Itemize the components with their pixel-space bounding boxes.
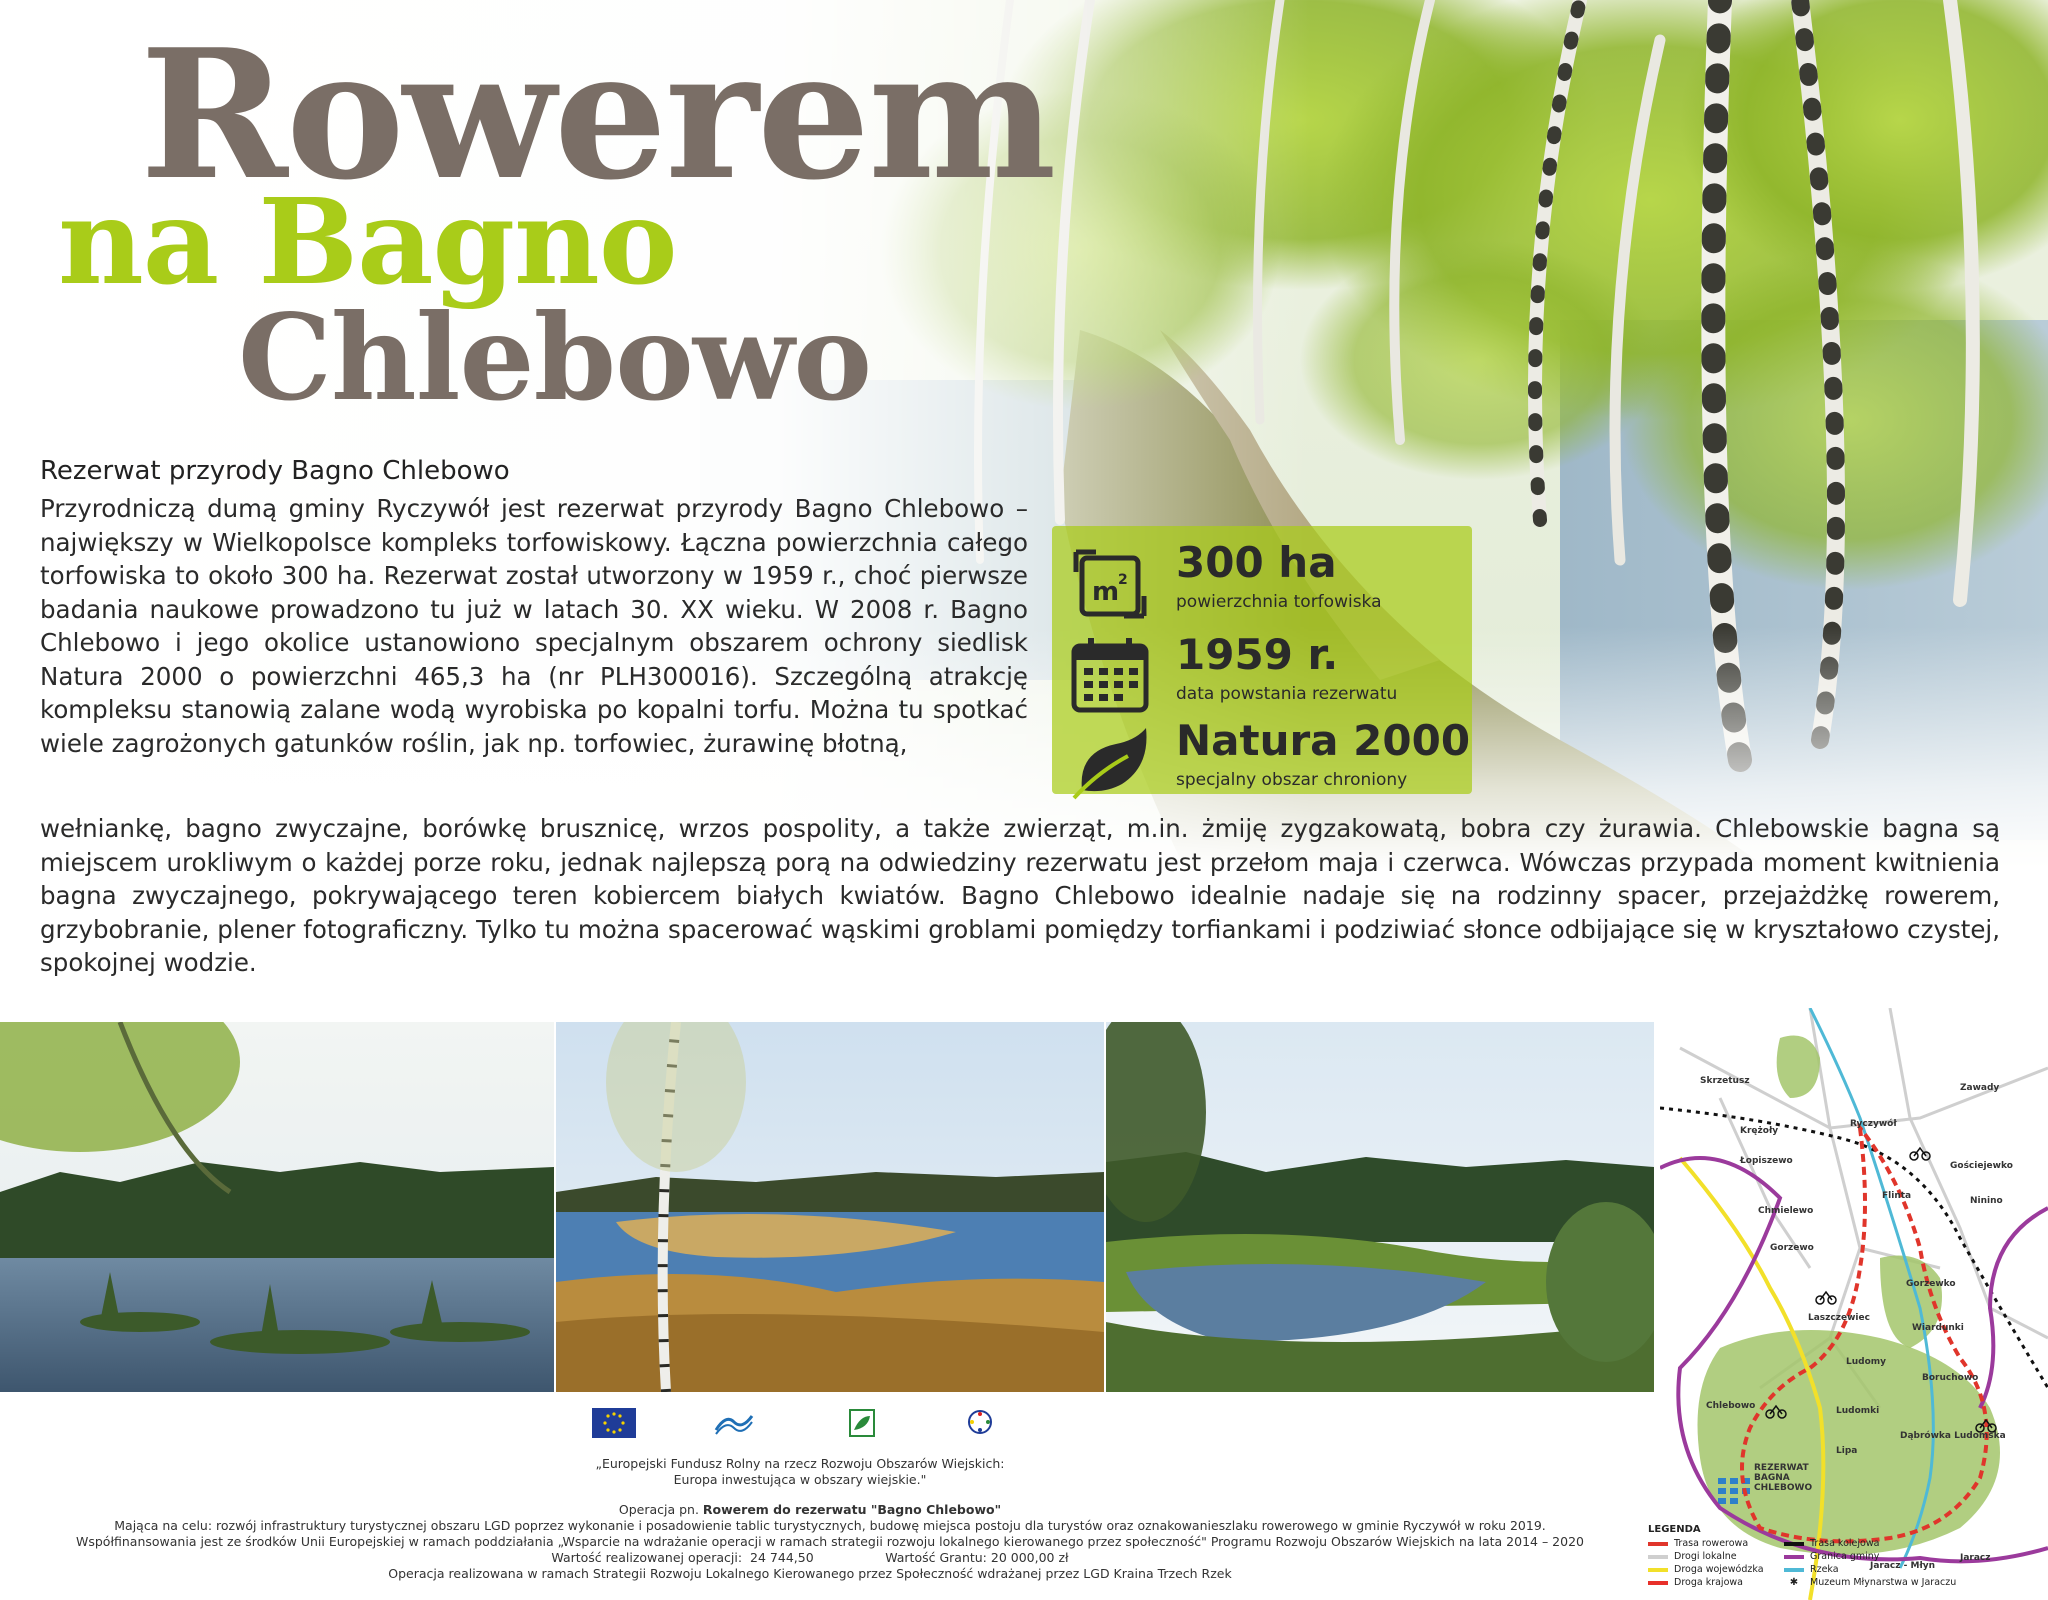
- operation-line: [400, 1502, 1220, 1517]
- legend-label: Trasa rowerowa: [1674, 1538, 1749, 1549]
- goal-line: Mająca na celu: rozwój infrastruktury turystycznej obszaru LGD poprzez wykonanie i posadowienie tablic turystycznych, budowę miejsca postoju dla turystów oraz oznakowanieszlaku rowerowego w gminie Ryczywół w roku 2019.: [114, 1518, 1546, 1533]
- legend-item-bike-route: [1648, 1538, 1748, 1549]
- article-heading: Rezerwat przyrody Bagno Chlebowo: [40, 456, 510, 486]
- map-label-gorzewko: Gorzewko: [1906, 1279, 1956, 1289]
- svg-text:m: m: [1092, 577, 1120, 607]
- fact-year-value: 1959 r.: [1176, 630, 1339, 679]
- fund-line-1: „Europejski Fundusz Rolny na rzecz Rozwoju Obszarów Wiejskich:: [595, 1456, 1005, 1471]
- grant-amount: 20 000,00 zł: [990, 1550, 1069, 1565]
- map-label-ryczywol: Ryczywół: [1850, 1119, 1897, 1129]
- operation-prefix: Operacja pn.: [618, 1502, 703, 1517]
- map-label-krezoly: Krężoły: [1740, 1126, 1779, 1136]
- eu-flag-logo: [592, 1408, 636, 1440]
- peat-pond-photo: [1106, 1022, 1654, 1392]
- map-label-ludomki: Ludomki: [1836, 1406, 1880, 1416]
- cofinancing-line: Współfinansowania jest ze środków Unii Europejskiej w ramach poddziałania „Wsparcie na wdrażanie operacji w ramach strategii rozwoju lokalnego kierowanego przez społeczność" Programu Rozwoju Obszarów Wiejskich na lata 2014 – 2020: [76, 1534, 1584, 1549]
- legend-item-voivodeship-road: [1648, 1564, 1764, 1575]
- legend-item-border: [1784, 1551, 1879, 1562]
- legend-label: Drogi lokalne: [1674, 1551, 1737, 1562]
- legend-label: Droga krajowa: [1674, 1577, 1743, 1588]
- lake-with-reeds-photo: [0, 1022, 554, 1392]
- map-label-chmielewo: Chmielewo: [1758, 1206, 1814, 1216]
- title-na-bagno: na Bagno: [58, 172, 677, 311]
- legend-item-national-road: [1648, 1577, 1743, 1588]
- fact-area: [1068, 538, 1468, 624]
- legend-label: Trasa kolejowa: [1810, 1538, 1880, 1549]
- map-label-boruchowo: Boruchowo: [1922, 1373, 1979, 1383]
- legend-label: Granica gminy: [1810, 1551, 1880, 1562]
- map-legend: [1646, 1524, 2026, 1596]
- legend-label: Muzeum Młynarstwa w Jaraczu: [1810, 1577, 1957, 1588]
- map-label-jaracz: Jaracz: [1960, 1553, 1991, 1563]
- map-river-label: Flinta: [1882, 1191, 1912, 1201]
- value-line: [400, 1550, 1220, 1565]
- map-label-laszczewiec: Laszczewiec: [1808, 1313, 1870, 1323]
- mill-icon: ✱: [1789, 1577, 1799, 1588]
- map-label-skrzetusz: Skrzetusz: [1700, 1076, 1750, 1086]
- legend-swatch: [1648, 1581, 1668, 1585]
- fact-area-value: 300 ha: [1176, 538, 1337, 587]
- map-label-jaracz-mlyn: Jaracz - Młyn: [1870, 1561, 1936, 1571]
- fact-year-label: data powstania rezerwatu: [1176, 684, 1398, 704]
- lgd-kraina-trzech-rzek-logo: [712, 1408, 756, 1440]
- legend-swatch: [1648, 1568, 1668, 1572]
- fund-line-2: Europa inwestująca w obszary wiejskie.": [673, 1472, 927, 1487]
- map-label-wiardunki: Wiardunki: [1912, 1323, 1964, 1333]
- fact-natura-value: Natura 2000: [1176, 716, 1471, 765]
- map-label-chlebowo: Chlebowo: [1706, 1401, 1756, 1411]
- legend-label: Droga wojewódzka: [1674, 1564, 1764, 1575]
- fact-natura: [1068, 716, 1471, 802]
- legend-swatch: [1648, 1542, 1668, 1546]
- map-label-lopiszewo: Łopiszewo: [1740, 1156, 1793, 1166]
- article-paragraph-2: wełniankę, bagno zwyczajne, borówkę brusznicę, wrzos pospolity, a także zwierząt, m.in. żmiję zygzakowatą, bobra czy żurawia. Chlebowskie bagna są miejscem urokliwym o każdej porze roku, jednak najlepszą porą na odwiedziny rezerwatu jest przełom maja i czerwca. Wówczas przypada moment kwitnienia bagna zwyczajnego, pokrywającego teren kobiercem białych kwiatów. Bagno Chlebowo idealnie nadaje się na rodzinny spacer, przejażdżkę rowerem, grzybobranie, plener fotograficzny. Tylko tu można spacerować wąskimi groblami pomiędzy torfiankami i podziwiać słonce odbijające się w kryształowo czystej, spokojnej wodzie.: [40, 814, 2000, 977]
- strategy-line: Operacja realizowana w ramach Strategii Rozwoju Lokalnego Kierowanego przez Społeczność wdrażanej przez LGD Kraina Trzech Rzek: [388, 1566, 1232, 1581]
- value-label: Wartość realizowanej operacji:: [551, 1550, 743, 1565]
- facts-box: [1052, 526, 1472, 794]
- area-m2-icon: [1068, 544, 1158, 624]
- grant-label: Wartość Grantu:: [885, 1550, 987, 1565]
- map-label-dabrowka-ludomska: Dąbrówka Ludomska: [1900, 1431, 2006, 1441]
- map-label-gosciejewko: Gościejewko: [1950, 1161, 2013, 1171]
- legend-swatch: [1784, 1568, 1804, 1572]
- legend-swatch: [1784, 1555, 1804, 1559]
- fact-natura-label: specjalny obszar chroniony: [1176, 770, 1408, 790]
- map-reserve-label-3: CHLEBOWO: [1754, 1483, 1813, 1493]
- title-chlebowo: Chlebowo: [238, 288, 872, 427]
- map-reserve-label-2: BAGNA: [1754, 1473, 1790, 1483]
- fact-area-label: powierzchnia torfowiska: [1176, 592, 1382, 612]
- map-label-gorzewo: Gorzewo: [1770, 1243, 1814, 1253]
- legend-item-museum: [1784, 1577, 1956, 1588]
- birch-and-marsh-photo: [556, 1022, 1104, 1392]
- map-label-ninino: Ninino: [1970, 1196, 2003, 1206]
- legend-item-local-roads: [1648, 1551, 1737, 1562]
- calendar-icon: [1068, 636, 1158, 716]
- legend-swatch: [1648, 1555, 1668, 1559]
- fact-year: [1068, 630, 1468, 716]
- prow-logo: [958, 1408, 1002, 1440]
- map-label-ludomy: Ludomy: [1846, 1357, 1887, 1367]
- map-label-zawady: Zawady: [1960, 1083, 2000, 1093]
- leaf-icon: [1068, 722, 1158, 802]
- legend-item-railway: [1784, 1538, 1879, 1549]
- funding-logos: [592, 1408, 1012, 1454]
- leader-logo: [840, 1408, 884, 1440]
- value-amount: 24 744,50: [750, 1550, 814, 1565]
- title-rowerem: Rowerem: [140, 10, 1055, 219]
- map-label-lipa: Lipa: [1836, 1446, 1858, 1456]
- map-reserve-label-1: REZERWAT: [1754, 1463, 1809, 1473]
- operation-name: Rowerem do rezerwatu "Bagno Chlebowo": [702, 1502, 1002, 1517]
- legend-title: LEGENDA: [1648, 1524, 1701, 1535]
- legend-swatch: [1784, 1542, 1804, 1546]
- route-map: [1660, 1008, 2048, 1600]
- svg-text:2: 2: [1118, 572, 1128, 588]
- legend-item-river: [1784, 1564, 1839, 1575]
- article-paragraph-1: Przyrodniczą dumą gminy Ryczywół jest rezerwat przyrody Bagno Chlebowo – największy w Wielkopolsce kompleks torfowiskowy. Łączna powierzchnia całego torfowiska to około 300 ha. Rezerwat został utworzony w 1959 r., choć pierwsze badania naukowe prowadzono tu już w latach 30. XX wieku. W 2008 r. Bagno Chlebowo i jego okolice ustanowiono specjalnym obszarem ochrony siedlisk Natura 2000 o powierzchni 465,3 ha (nr PLH300016). Szczególną atrakcję kompleksu stanowią zalane wodą wyrobiska po kopalni torfu. Można tu spotkać wiele zagrożonych gatunków roślin, jak np. torfowiec, żurawinę błotną,: [40, 494, 1028, 758]
- legend-label: Rzeka: [1810, 1564, 1839, 1575]
